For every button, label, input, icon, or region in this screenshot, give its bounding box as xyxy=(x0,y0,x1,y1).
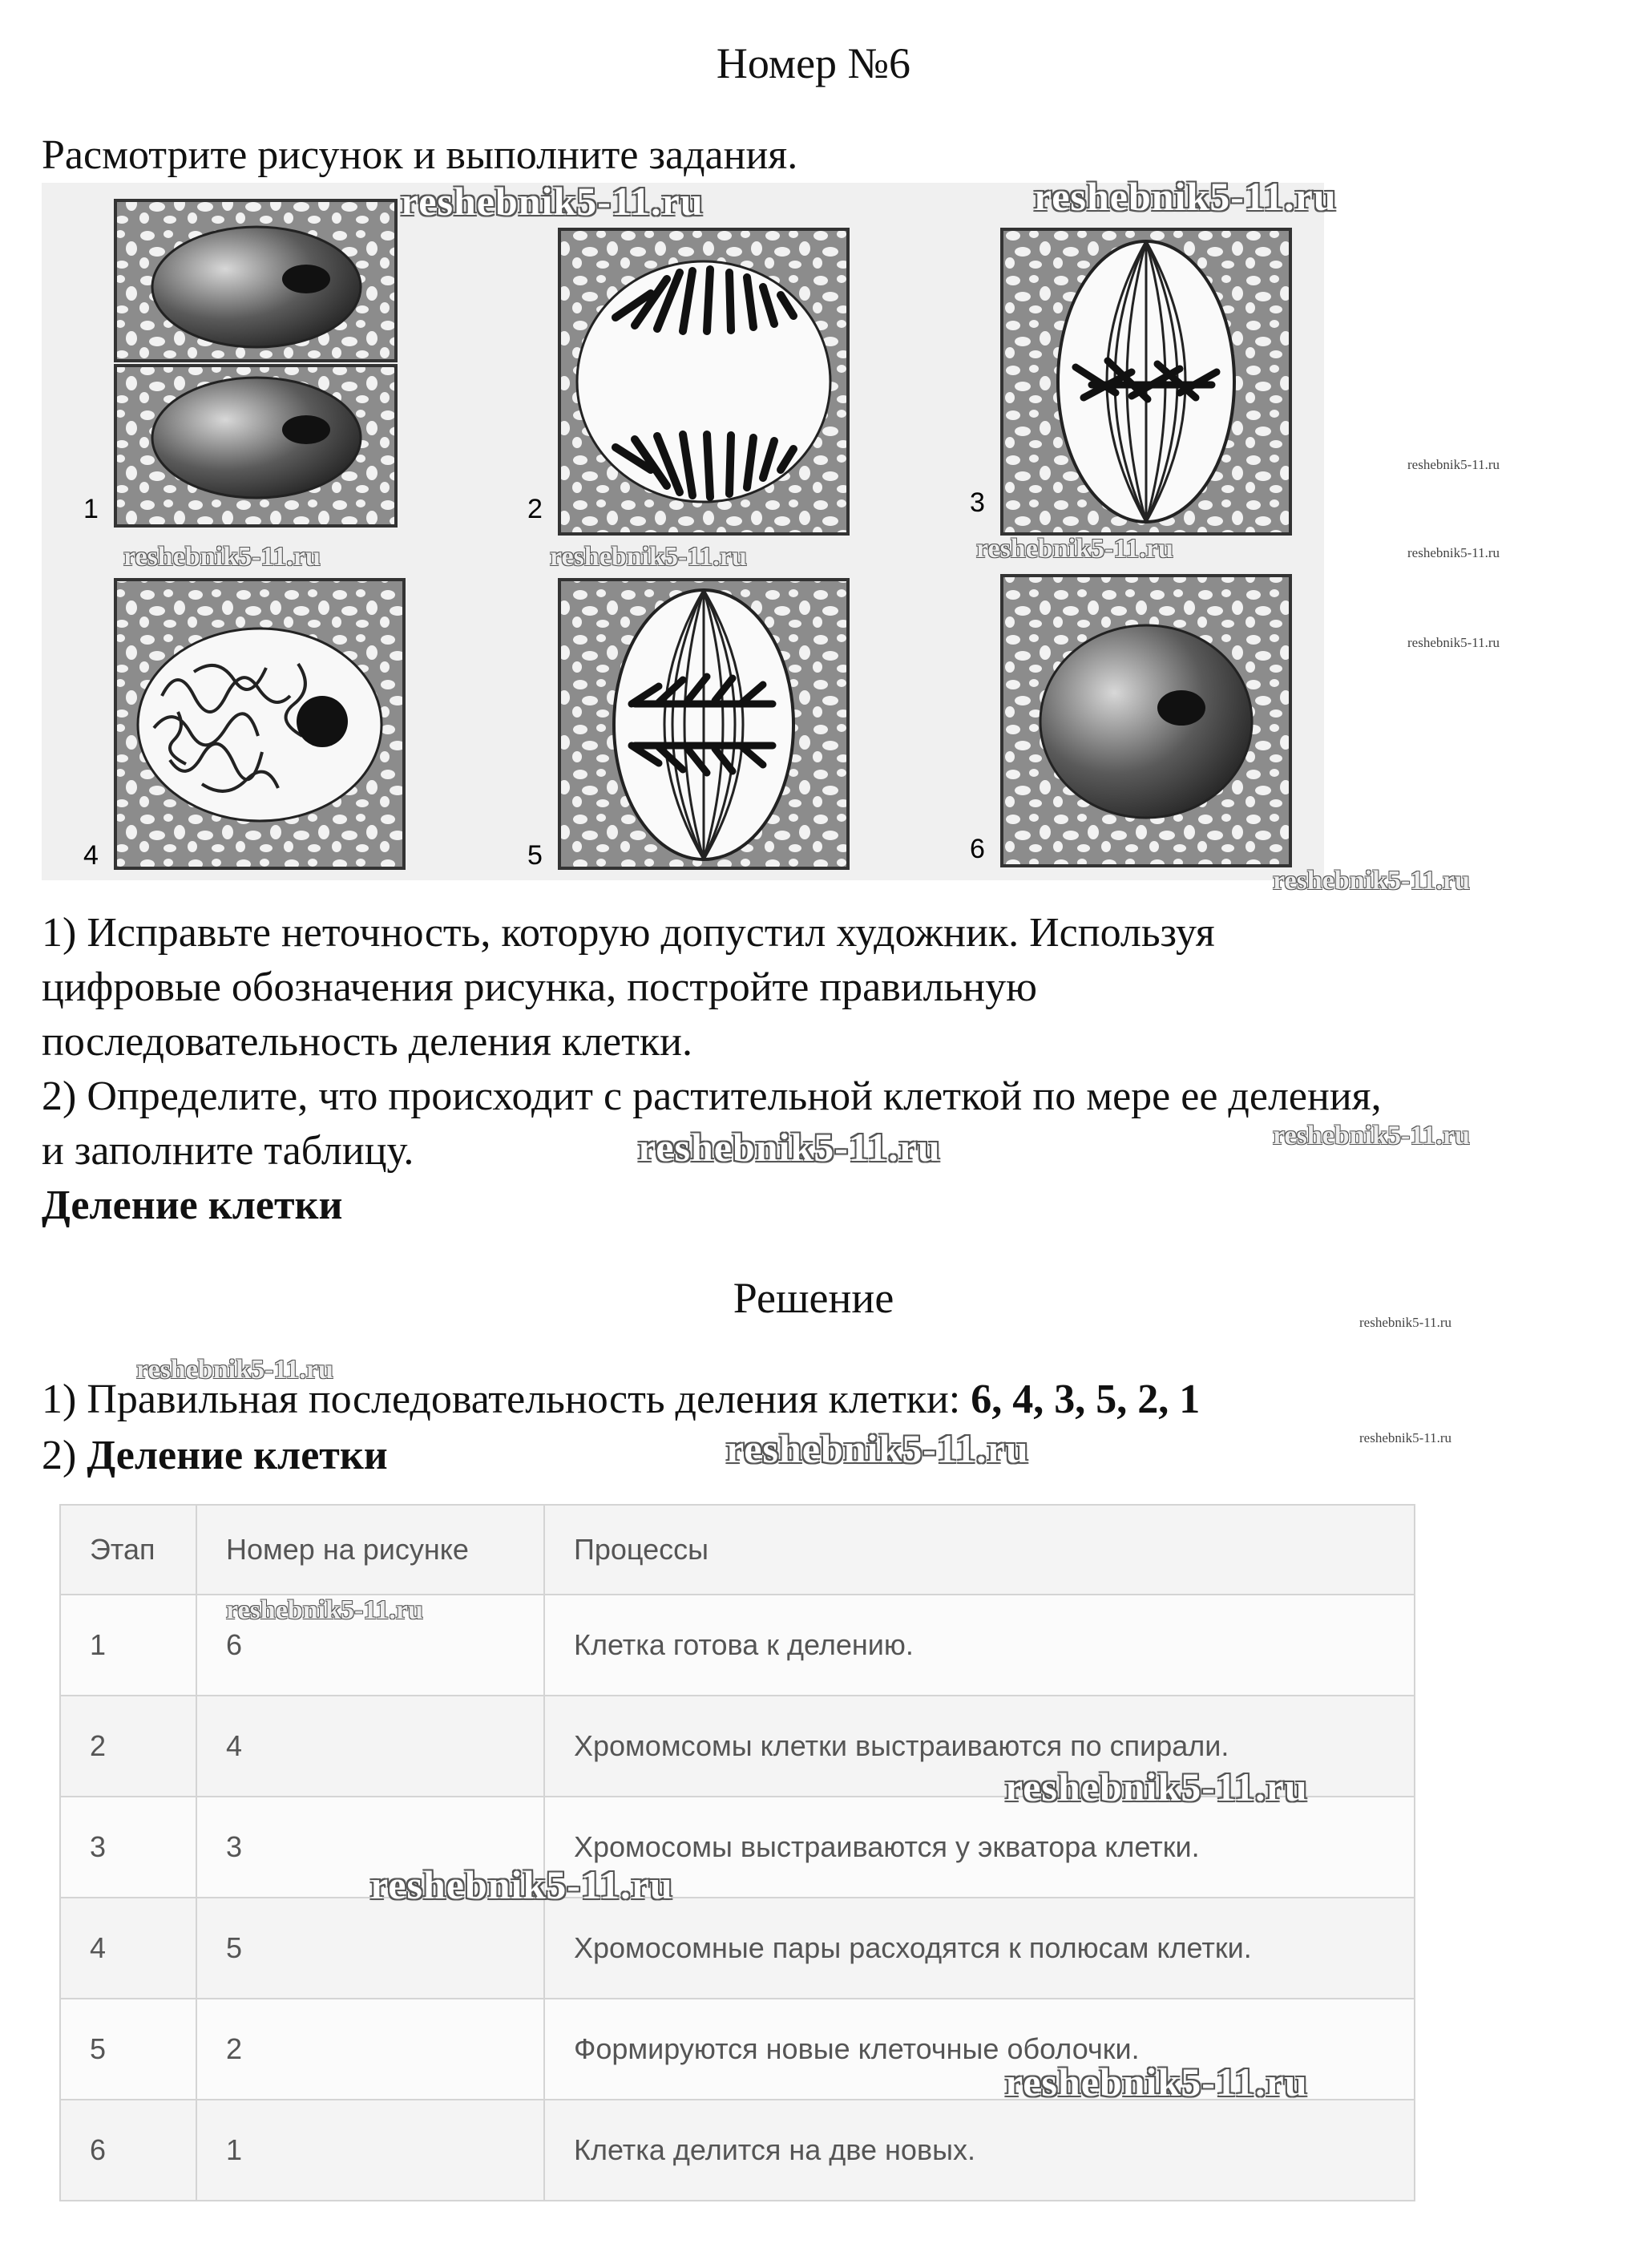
watermark: reshebnik5-11.ru xyxy=(1273,1121,1470,1150)
watermark: reshebnik5-11.ru xyxy=(1359,1430,1452,1445)
watermark: reshebnik5-11.ru xyxy=(550,542,747,572)
instruction-text: Расмотрите рисунок и выполните задания. xyxy=(42,132,798,178)
solution-title: Решение xyxy=(733,1274,894,1322)
watermark: reshebnik5-11.ru xyxy=(370,1862,673,1907)
watermark: reshebnik5-11.ru xyxy=(136,1355,333,1385)
watermark: reshebnik5-11.ru xyxy=(1005,1765,1308,1809)
figure-number-cell: 4 xyxy=(196,1696,544,1797)
cell-division-figure xyxy=(42,183,1324,880)
watermark: reshebnik5-11.ru xyxy=(1407,545,1500,560)
header-processes: Процессы xyxy=(544,1505,1415,1595)
answer-2-prefix: 2) xyxy=(42,1433,87,1478)
process-cell: Хромосомные пары расходятся к полюсам клетки. xyxy=(544,1898,1415,1999)
process-cell: Хромомсомы клетки выстраиваются по спирали. xyxy=(544,1696,1415,1797)
cell-number-4: 4 xyxy=(83,840,99,871)
cell-division-illustration xyxy=(42,183,1324,880)
watermark: reshebnik5-11.ru xyxy=(226,1595,423,1625)
cell-number-5: 5 xyxy=(527,840,543,871)
watermark: reshebnik5-11.ru xyxy=(726,1426,1029,1471)
figure-number-cell: 5 xyxy=(196,1898,544,1999)
cell-5 xyxy=(559,580,848,868)
figure-number-cell: 2 xyxy=(196,1999,544,2100)
table-row xyxy=(60,1898,1415,1999)
watermark: reshebnik5-11.ru xyxy=(1359,1315,1452,1330)
figure-number-cell: 3 xyxy=(196,1797,544,1898)
figure-number-cell: 6 xyxy=(196,1595,544,1696)
process-cell: Хромосомы выстраиваются у экватора клетки. xyxy=(544,1797,1415,1898)
task-2-line-1: 2) Определите, что происходит с растительной клеткой по мере ее деления, xyxy=(42,1073,1382,1119)
process-cell: Клетка делится на две новых. xyxy=(544,2100,1415,2201)
task-2-line-2: и заполните таблицу. xyxy=(42,1128,414,1174)
task-1-line-2: цифровые обозначения рисунка, постройте правильную xyxy=(42,964,1037,1010)
process-cell: Клетка готова к делению. xyxy=(544,1595,1415,1696)
stage-cell: 6 xyxy=(60,2100,196,2201)
cell-number-3: 3 xyxy=(970,487,985,518)
table-row xyxy=(60,1797,1415,1898)
cell-number-6: 6 xyxy=(970,834,985,864)
task-1-line-1: 1) Исправьте неточность, которую допустил художник. Используя xyxy=(42,910,1215,956)
cell-3 xyxy=(1002,229,1290,534)
stage-cell: 5 xyxy=(60,1999,196,2100)
figure-number-cell: 1 xyxy=(196,2100,544,2201)
watermark: reshebnik5-11.ru xyxy=(123,542,321,572)
cell-number-2: 2 xyxy=(527,494,543,524)
cell-number-1: 1 xyxy=(83,494,99,524)
watermark: reshebnik5-11.ru xyxy=(401,179,704,224)
stage-cell: 1 xyxy=(60,1595,196,1696)
stage-cell: 2 xyxy=(60,1696,196,1797)
answer-1-label: 1) Правильная последовательность деления клетки: xyxy=(42,1377,971,1422)
watermark: reshebnik5-11.ru xyxy=(1034,174,1337,219)
page-title: Номер №6 xyxy=(716,39,911,87)
watermark: reshebnik5-11.ru xyxy=(1273,866,1470,895)
watermark: reshebnik5-11.ru xyxy=(638,1125,941,1170)
stage-cell: 3 xyxy=(60,1797,196,1898)
watermark: reshebnik5-11.ru xyxy=(1407,457,1500,472)
answer-2-title: Деление клетки xyxy=(87,1433,388,1478)
watermark: reshebnik5-11.ru xyxy=(1005,2060,1308,2104)
header-stage: Этап xyxy=(60,1505,196,1595)
table-row xyxy=(60,2100,1415,2201)
table-header-row xyxy=(60,1505,1415,1595)
answer-1-value: 6, 4, 3, 5, 2, 1 xyxy=(971,1377,1201,1422)
cell-2 xyxy=(559,229,848,534)
header-figure-number: Номер на рисунке xyxy=(196,1505,544,1595)
table-caption: Деление клетки xyxy=(42,1183,343,1228)
cell-4 xyxy=(115,580,404,868)
stage-cell: 4 xyxy=(60,1898,196,1999)
process-cell: Формируются новые клеточные оболочки. xyxy=(544,1999,1415,2100)
watermark: reshebnik5-11.ru xyxy=(1407,635,1500,650)
task-1-line-3: последовательность деления клетки. xyxy=(42,1019,692,1065)
cell-6 xyxy=(1002,576,1290,866)
watermark: reshebnik5-11.ru xyxy=(976,534,1173,564)
